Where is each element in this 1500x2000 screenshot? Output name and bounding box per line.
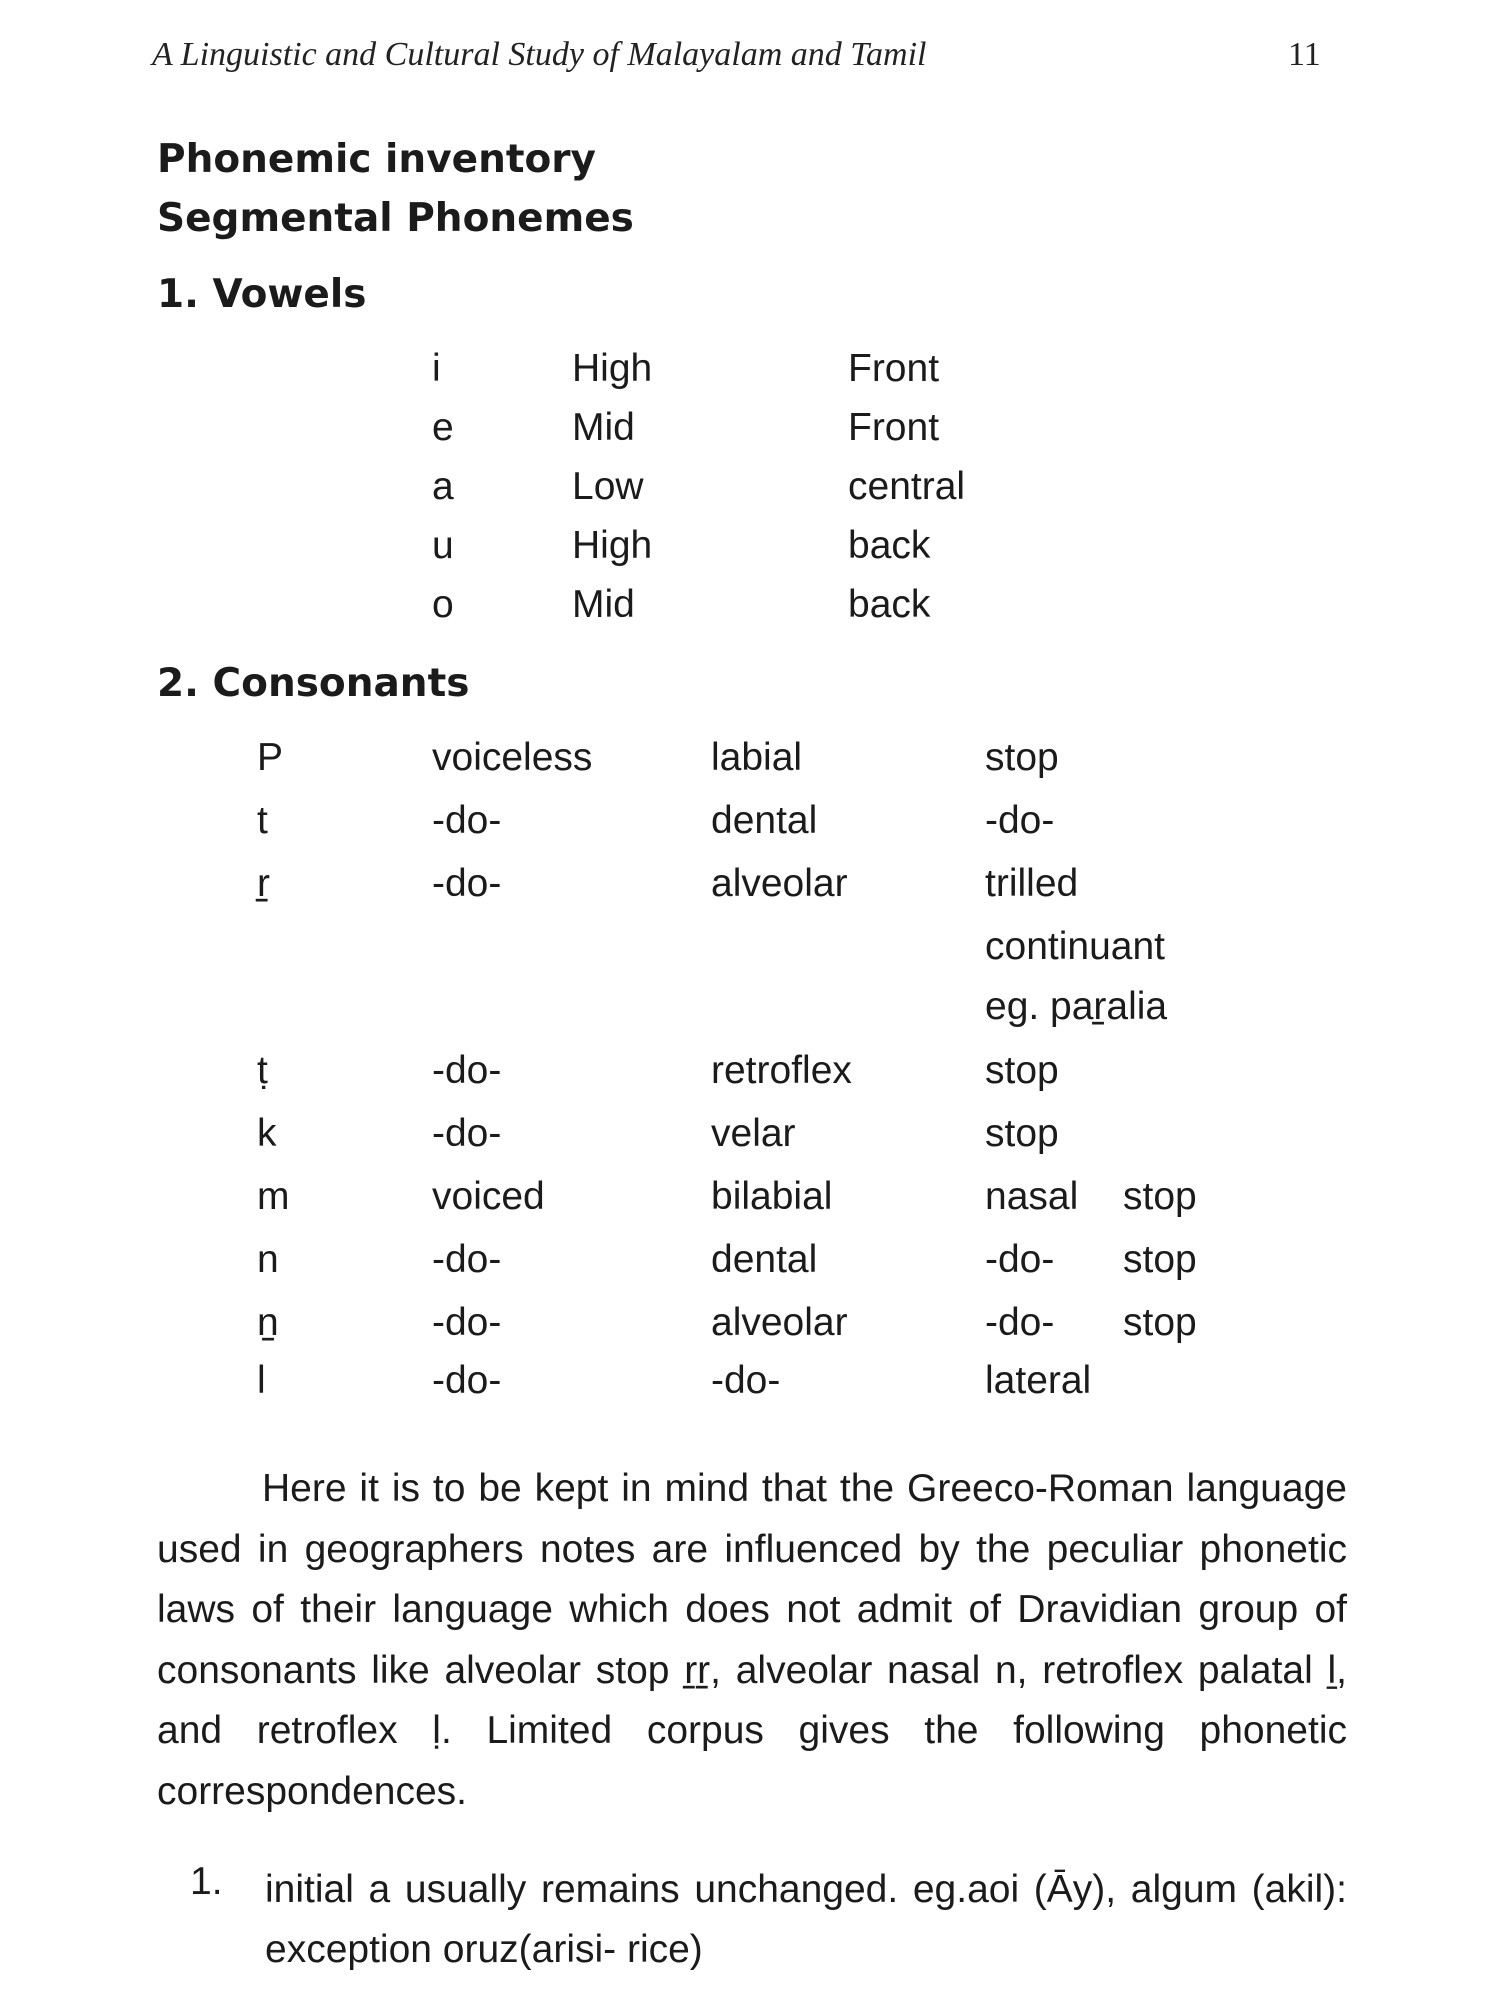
consonant-place: -do- — [711, 1359, 781, 1402]
vowel-symbol: i — [432, 347, 441, 390]
body-paragraph — [157, 1459, 1347, 1823]
running-title: A Linguistic and Cultural Study of Malayalam and Tamil — [152, 36, 927, 73]
consonant-symbol: m — [257, 1175, 290, 1218]
consonant-voicing: -do- — [432, 862, 502, 905]
consonant-voicing: -do- — [432, 1359, 502, 1402]
consonant-manner: stop — [985, 736, 1059, 779]
vowel-symbol: e — [432, 406, 454, 449]
consonant-voicing: voiceless — [432, 736, 593, 779]
consonant-extra: stop — [1123, 1301, 1197, 1344]
vowel-symbol: o — [432, 583, 454, 626]
consonant-manner: eg. par̠alia — [985, 985, 1168, 1028]
consonant-symbol: P — [257, 736, 284, 779]
consonant-manner: nasal — [985, 1175, 1079, 1218]
consonant-voicing: -do- — [432, 799, 502, 842]
vowel-position: Front — [848, 406, 940, 449]
consonant-manner: -do- — [985, 1238, 1055, 1281]
vowel-height: Low — [572, 465, 644, 508]
consonant-symbol: k — [257, 1112, 277, 1155]
vowel-position: central — [848, 465, 966, 508]
vowel-position: Front — [848, 347, 940, 390]
consonant-manner: lateral — [985, 1359, 1092, 1402]
consonant-manner: trilled — [985, 862, 1079, 905]
heading-phonemic-inventory: Phonemic inventory — [157, 137, 596, 182]
consonant-manner: stop — [985, 1112, 1059, 1155]
consonant-place: alveolar — [711, 862, 848, 905]
vowel-height: Mid — [572, 406, 635, 449]
consonant-voicing: voiced — [432, 1175, 545, 1218]
vowel-height: High — [572, 524, 653, 567]
vowel-height: High — [572, 347, 653, 390]
consonant-manner: stop — [985, 1049, 1059, 1092]
vowel-symbol: u — [432, 524, 454, 567]
vowel-position: back — [848, 524, 931, 567]
heading-consonants: 2. Consonants — [157, 661, 470, 706]
page-number: 11 — [1288, 36, 1321, 73]
consonant-manner: -do- — [985, 799, 1055, 842]
paragraph-text: Here it is to be kept in mind that the Greeco-Roman language used in geographers notes are influenced by the peculiar phonetic laws of their language which does not admit of Dravidian group of consonants like alveolar stop r̠r̠, alveolar nasal n, retroflex palatal ḻ, and retroflex ḷ. Limited corpus gives the following phonetic correspondences. — [157, 1467, 1347, 1813]
consonant-symbol: l — [257, 1359, 266, 1402]
consonant-voicing: -do- — [432, 1301, 502, 1344]
consonant-place: dental — [711, 799, 818, 842]
consonant-voicing: -do- — [432, 1238, 502, 1281]
consonant-symbol: ṭ — [257, 1049, 268, 1092]
list-item-number: 1. — [190, 1860, 223, 1903]
consonant-place: dental — [711, 1238, 818, 1281]
heading-segmental-phonemes: Segmental Phonemes — [157, 196, 634, 241]
consonant-place: labial — [711, 736, 803, 779]
consonant-manner: continuant — [985, 925, 1165, 968]
vowel-position: back — [848, 583, 931, 626]
vowel-height: Mid — [572, 583, 635, 626]
consonant-extra: stop — [1123, 1238, 1197, 1281]
heading-vowels: 1. Vowels — [157, 272, 367, 317]
consonant-symbol: n — [257, 1238, 279, 1281]
consonant-manner: -do- — [985, 1301, 1055, 1344]
consonant-symbol: n̠ — [257, 1301, 279, 1344]
consonant-voicing: -do- — [432, 1049, 502, 1092]
vowel-symbol: a — [432, 465, 454, 508]
consonant-place: velar — [711, 1112, 796, 1155]
consonant-place: bilabial — [711, 1175, 833, 1218]
consonant-symbol: t — [257, 799, 268, 842]
consonant-symbol: r̠ — [257, 862, 270, 905]
consonant-place: retroflex — [711, 1049, 852, 1092]
consonant-place: alveolar — [711, 1301, 848, 1344]
consonant-voicing: -do- — [432, 1112, 502, 1155]
consonant-extra: stop — [1123, 1175, 1197, 1218]
list-item-text: initial a usually remains unchanged. eg.aoi (Āy), algum (akil): exception oruz(arisi- rice) — [265, 1868, 1347, 1971]
